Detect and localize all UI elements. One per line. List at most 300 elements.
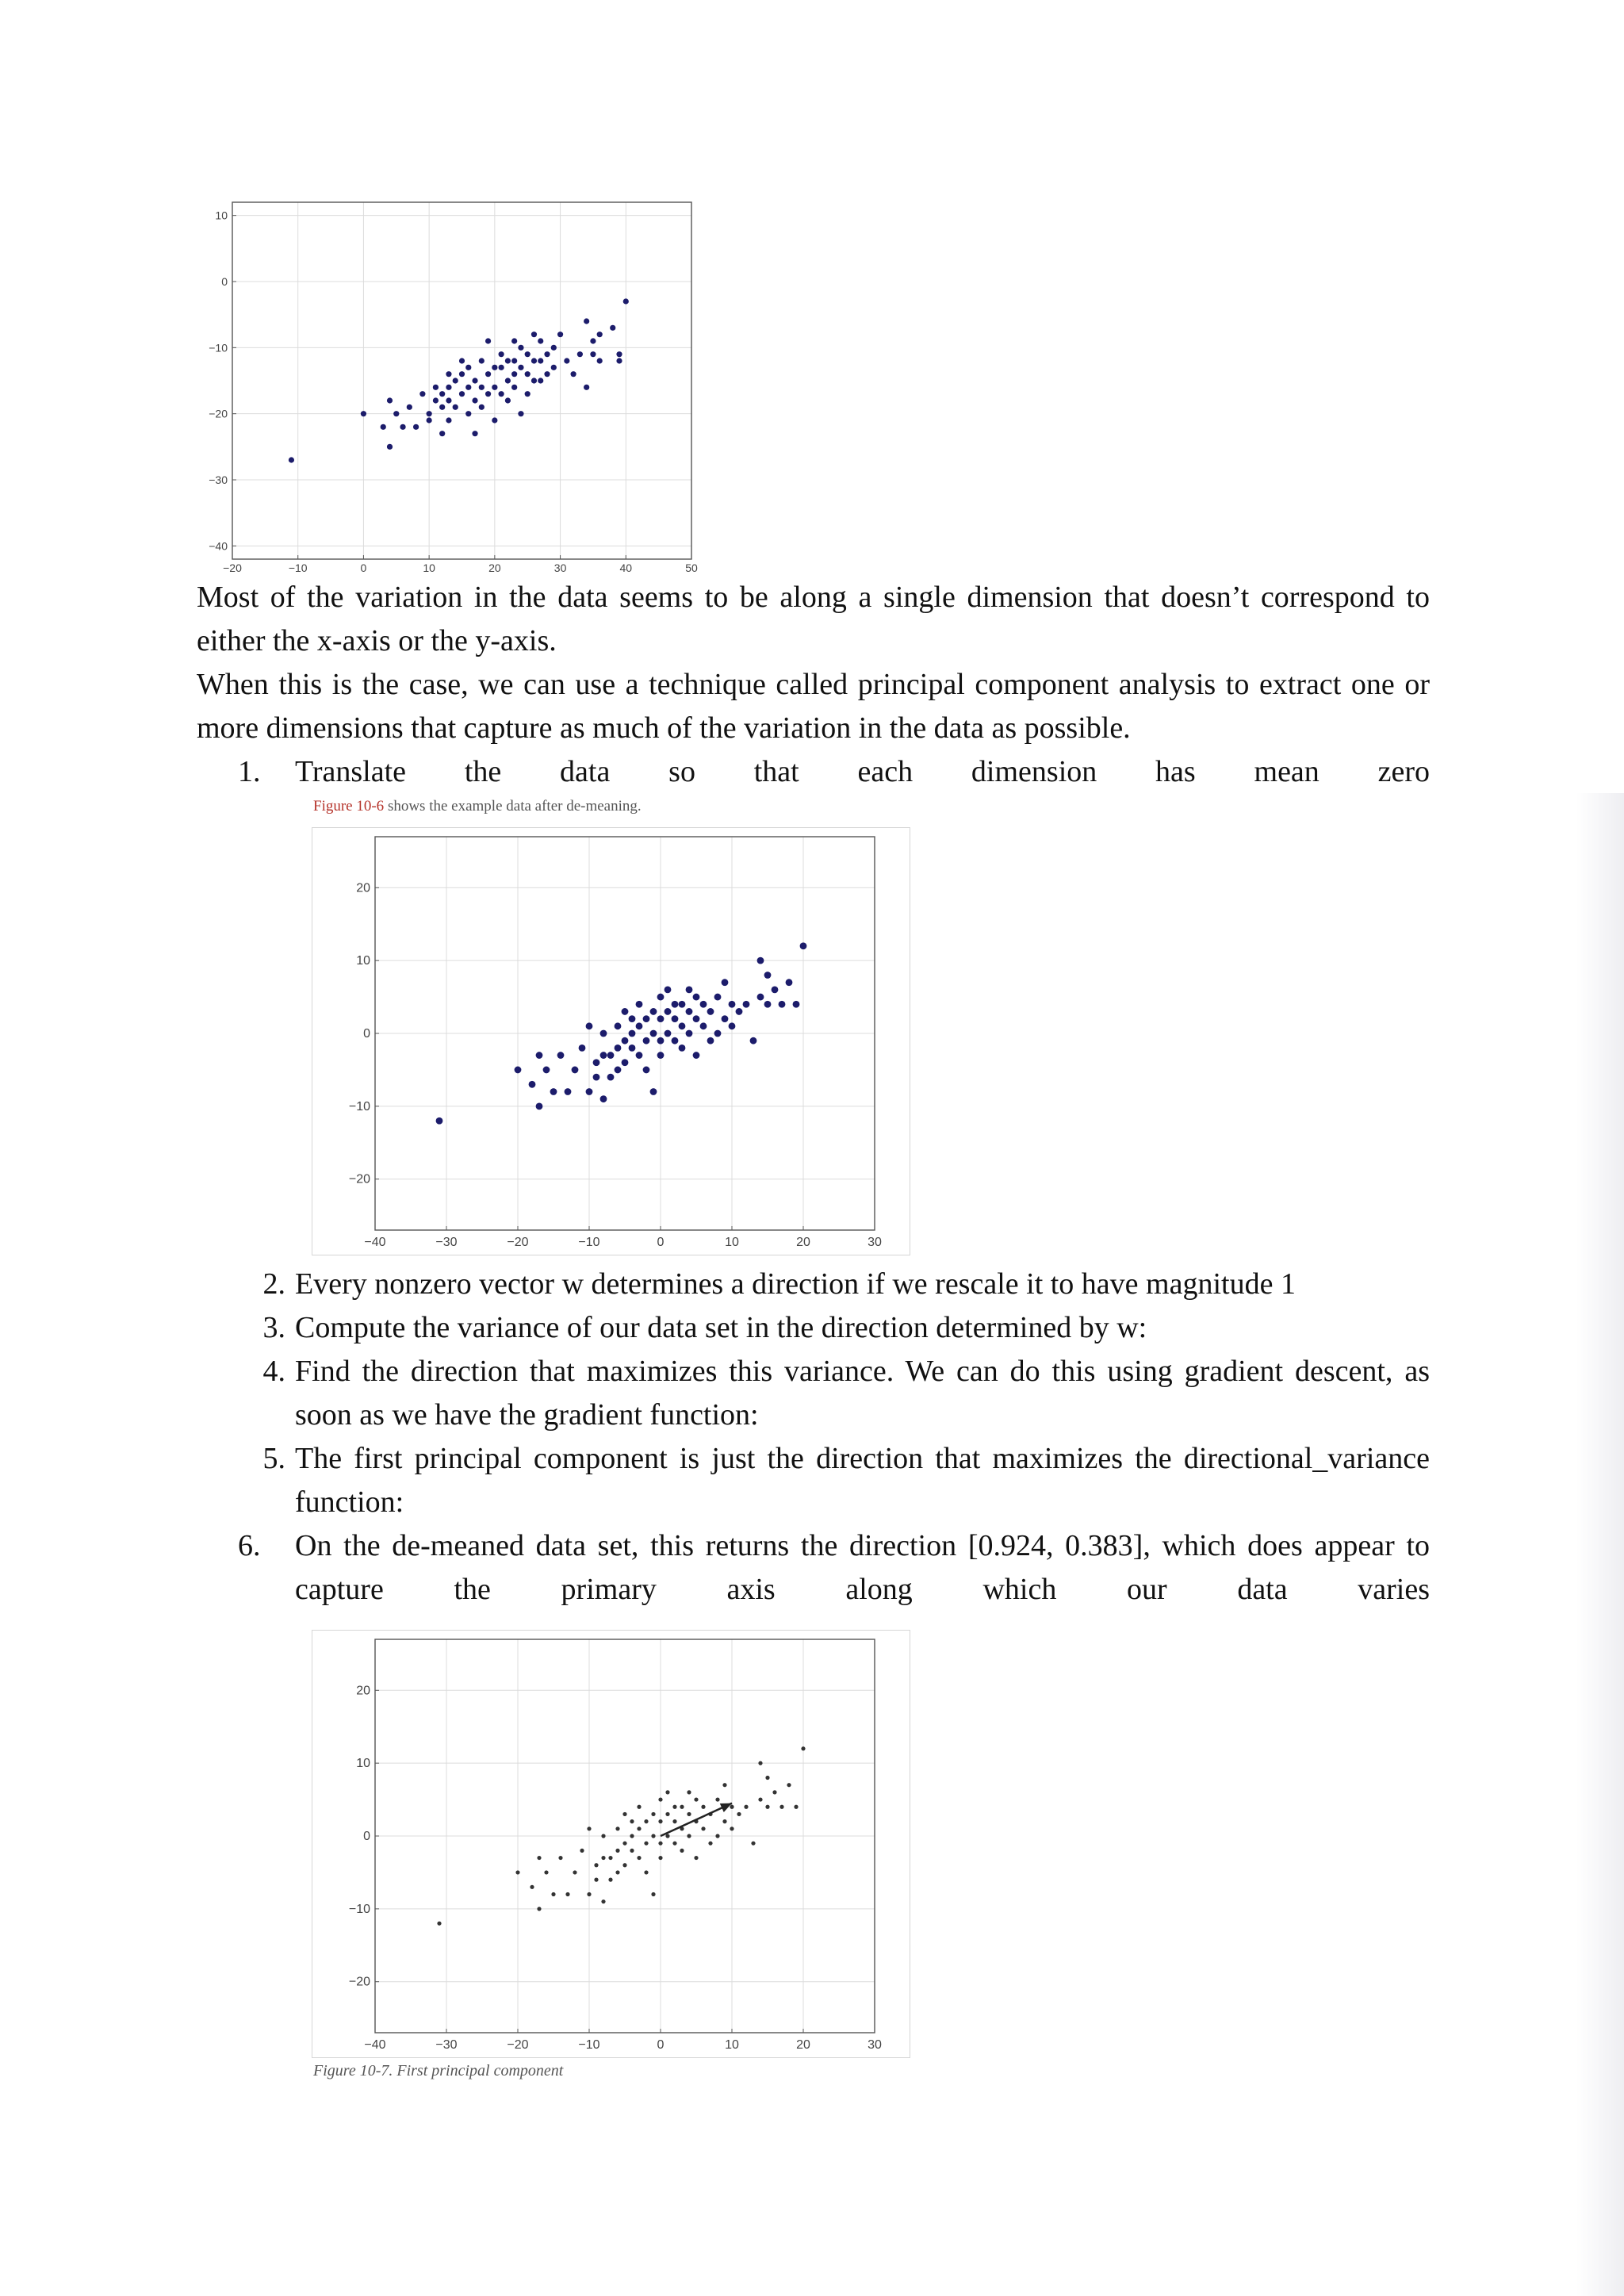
data-point [400, 424, 405, 430]
y-tick-label: 20 [356, 1684, 370, 1698]
data-point [623, 298, 629, 304]
list-text: Compute the variance of our data set in the direction determined by w: [295, 1311, 1147, 1344]
data-point [729, 1022, 736, 1029]
data-point [750, 1037, 757, 1045]
data-point [701, 1826, 705, 1830]
data-point [636, 1022, 643, 1029]
figure-3-caption: Figure 10-7. First principal component [313, 2062, 564, 2079]
x-tick-label: −10 [578, 2038, 600, 2052]
data-point [722, 1015, 729, 1022]
figure-caption-text: shows the example data after de-meaning. [384, 798, 642, 815]
data-point [594, 1878, 598, 1882]
scatter-chart-demeaned [312, 827, 910, 1255]
data-point [580, 1849, 584, 1853]
data-point [643, 1037, 650, 1045]
data-point [672, 1842, 676, 1846]
data-point [453, 404, 458, 410]
x-tick-label: −10 [578, 1236, 600, 1249]
data-point [499, 365, 504, 370]
data-point [700, 1022, 707, 1029]
data-point [650, 1030, 657, 1037]
data-point [538, 338, 543, 343]
data-point [479, 404, 485, 410]
data-point [686, 1008, 693, 1015]
data-point [587, 1826, 591, 1830]
data-point [629, 1015, 636, 1022]
data-point [564, 358, 569, 363]
data-point [437, 1922, 441, 1926]
data-point [665, 1812, 669, 1816]
data-point [693, 1015, 700, 1022]
data-point [615, 1067, 622, 1074]
paragraph-variation: Most of the variation in the data seems to be along a single dimension that doesn’t correspond to either the x-axis or the y-axis. [197, 581, 1430, 657]
data-point [658, 1797, 662, 1801]
data-point [565, 1088, 572, 1095]
data-point [459, 358, 465, 363]
data-point [658, 1842, 662, 1846]
data-point [485, 371, 491, 377]
data-point [544, 351, 550, 357]
data-point [644, 1842, 648, 1846]
data-point [700, 1001, 707, 1008]
data-point [650, 1088, 657, 1095]
data-point [672, 1015, 679, 1022]
x-tick-label: 10 [725, 2038, 739, 2052]
data-point [525, 351, 530, 357]
data-point [381, 424, 386, 430]
data-point [715, 1834, 719, 1838]
y-tick-label: 0 [363, 1830, 370, 1843]
data-point [764, 972, 772, 979]
data-point [765, 1776, 769, 1780]
y-tick-label: −30 [209, 473, 228, 486]
list-item [238, 1350, 1430, 1437]
list-text: Translate the data so that each dimension has mean zero [295, 755, 1430, 788]
data-point [672, 1037, 679, 1045]
data-point [590, 351, 596, 357]
data-point [722, 979, 729, 986]
data-point [629, 1030, 636, 1037]
data-point [744, 1805, 748, 1809]
data-point [361, 411, 366, 416]
data-point [686, 1030, 693, 1037]
x-tick-label: 10 [423, 562, 435, 574]
x-tick-label: 30 [553, 562, 567, 574]
data-point [465, 365, 471, 370]
data-point [630, 1819, 634, 1823]
list-number: 1. [238, 755, 261, 788]
paragraph-pca-intro: When this is the case, we can use a technique called principal component analysis to extract one or more dimensions that capture as much of the variation in the data as possible. [197, 668, 1430, 745]
data-point [757, 957, 764, 964]
data-point [551, 345, 557, 351]
figure-ref: Figure 10-6 [313, 798, 385, 815]
data-point [387, 397, 393, 403]
data-point [615, 1022, 622, 1029]
data-point [615, 1826, 619, 1830]
data-point [736, 1008, 743, 1015]
figure-2-caption [313, 798, 642, 815]
data-point [730, 1826, 733, 1830]
data-point [643, 1015, 650, 1022]
data-point [538, 358, 543, 363]
data-point [485, 391, 491, 397]
data-point [622, 1059, 629, 1066]
data-point [665, 1008, 672, 1015]
list-item [238, 1263, 1430, 1306]
data-point [772, 986, 779, 993]
data-point [531, 358, 537, 363]
y-tick-label: −40 [209, 539, 228, 553]
plot-area [232, 202, 691, 559]
data-point [584, 318, 589, 324]
data-point [607, 1052, 615, 1059]
data-point [693, 1052, 700, 1059]
data-point [616, 351, 622, 357]
data-point [571, 371, 576, 377]
data-point [551, 1892, 555, 1896]
data-point [687, 1834, 691, 1838]
data-point [505, 378, 511, 383]
y-tick-label: −20 [348, 1172, 370, 1186]
data-point [610, 325, 615, 331]
data-point [597, 332, 603, 337]
data-point [538, 378, 543, 383]
data-point [608, 1856, 612, 1860]
x-tick-label: −20 [507, 2038, 529, 2052]
x-tick-label: 30 [868, 1236, 882, 1249]
y-tick-label: −20 [209, 407, 228, 420]
y-tick-label: 10 [215, 209, 228, 222]
data-point [793, 1001, 800, 1008]
data-point [651, 1892, 655, 1896]
data-point [651, 1834, 655, 1838]
data-point [779, 1805, 783, 1809]
steps-list-1 [238, 750, 1430, 794]
data-point [729, 1001, 736, 1008]
data-point [714, 994, 722, 1001]
x-tick-label: 20 [796, 2038, 810, 2052]
data-point [472, 378, 477, 383]
y-tick-label: 0 [221, 275, 228, 288]
data-point [644, 1819, 648, 1823]
data-point [694, 1856, 698, 1860]
data-point [485, 338, 491, 343]
data-point [565, 1892, 569, 1896]
data-point [800, 942, 807, 949]
data-point [707, 1008, 714, 1015]
data-point [525, 391, 530, 397]
data-point [714, 1030, 722, 1037]
data-point [607, 1074, 615, 1081]
data-point [518, 411, 523, 416]
x-tick-label: −20 [507, 1236, 529, 1249]
data-point [544, 1870, 548, 1874]
data-point [687, 1812, 691, 1816]
data-point [694, 1797, 698, 1801]
data-point [665, 1030, 672, 1037]
x-tick-label: 10 [725, 1236, 739, 1249]
data-point [558, 1856, 562, 1860]
x-tick-label: 0 [657, 2038, 665, 2052]
data-point [764, 1001, 772, 1008]
data-point [518, 365, 523, 370]
list-number: 3. [262, 1311, 285, 1344]
data-point [593, 1059, 600, 1066]
data-point [427, 411, 432, 416]
x-tick-label: −30 [435, 1236, 458, 1249]
data-point [765, 1805, 769, 1809]
x-tick-label: 20 [796, 1236, 810, 1249]
data-point [530, 1885, 534, 1889]
data-point [594, 1863, 598, 1867]
data-point [531, 332, 537, 337]
data-point [672, 1805, 676, 1809]
data-point [465, 411, 471, 416]
data-point [657, 1015, 665, 1022]
data-point [459, 371, 465, 377]
data-point [536, 1052, 543, 1059]
data-point [801, 1746, 805, 1750]
data-point [622, 1037, 629, 1045]
data-point [657, 1052, 665, 1059]
data-point [665, 1790, 669, 1794]
data-point [465, 385, 471, 390]
data-point [439, 431, 445, 436]
data-point [453, 378, 458, 383]
data-point [499, 351, 504, 357]
data-point [758, 1797, 762, 1801]
data-point [693, 994, 700, 1001]
y-tick-label: −20 [348, 1975, 370, 1989]
data-point [515, 1067, 522, 1074]
data-point [794, 1805, 798, 1809]
data-point [630, 1834, 634, 1838]
list-item [238, 1437, 1430, 1524]
data-point [492, 365, 497, 370]
data-point [651, 1812, 655, 1816]
data-point [615, 1870, 619, 1874]
data-point [577, 351, 583, 357]
data-point [622, 1008, 629, 1015]
x-tick-label: −40 [364, 1236, 386, 1249]
y-tick-label: 10 [356, 954, 370, 968]
data-point [387, 444, 393, 450]
data-point [446, 417, 451, 423]
data-point [680, 1805, 684, 1809]
data-point [658, 1856, 662, 1860]
data-point [672, 1001, 679, 1008]
data-point [518, 345, 523, 351]
y-tick-label: 10 [356, 1757, 370, 1771]
data-point [505, 358, 511, 363]
data-point [637, 1856, 641, 1860]
data-point [722, 1783, 726, 1787]
data-point [446, 385, 451, 390]
data-point [650, 1008, 657, 1015]
list-number: 2. [262, 1267, 285, 1301]
data-point [616, 358, 622, 363]
data-point [751, 1842, 755, 1846]
data-point [707, 1037, 714, 1045]
data-point [622, 1812, 626, 1816]
data-point [601, 1856, 605, 1860]
data-point [586, 1022, 593, 1029]
data-point [551, 365, 557, 370]
data-point [593, 1074, 600, 1081]
data-point [600, 1052, 607, 1059]
data-point [743, 1001, 750, 1008]
data-point [601, 1899, 605, 1903]
x-tick-label: 0 [360, 562, 367, 574]
data-point [758, 1761, 762, 1765]
data-point [419, 391, 425, 397]
data-point [472, 431, 477, 436]
y-tick-label: −10 [348, 1099, 370, 1114]
data-point [622, 1842, 626, 1846]
data-point [637, 1826, 641, 1830]
data-point [525, 371, 530, 377]
data-point [615, 1045, 622, 1052]
data-point [479, 385, 485, 390]
page-edge-shadow [1576, 793, 1624, 2296]
list-number: 6. [238, 1529, 261, 1562]
data-point [657, 1037, 665, 1045]
list-item [238, 1524, 1430, 1612]
data-point [572, 1067, 579, 1074]
data-point [680, 1849, 684, 1853]
data-point [537, 1907, 541, 1911]
data-point [679, 1001, 686, 1008]
data-point [557, 1052, 565, 1059]
x-tick-label: −30 [435, 2038, 458, 2052]
data-point [636, 1052, 643, 1059]
data-point [537, 1856, 541, 1860]
data-point [679, 1022, 686, 1029]
data-point [543, 1067, 550, 1074]
data-point [730, 1805, 733, 1809]
data-point [511, 385, 517, 390]
data-point [601, 1834, 605, 1838]
data-point [636, 1001, 643, 1008]
data-point [737, 1812, 741, 1816]
data-point [479, 358, 485, 363]
scatter-chart-original [202, 200, 698, 577]
y-tick-label: 0 [363, 1027, 370, 1041]
data-point [459, 391, 465, 397]
list-text: Every nonzero vector w determines a direction if we rescale it to have magnitude 1 [295, 1267, 1296, 1301]
data-point [665, 1834, 669, 1838]
data-point [515, 1870, 519, 1874]
list-text: Find the direction that maximizes this variance. We can do this using gradient descent, as soon as we have the gradient function: [295, 1355, 1430, 1432]
data-point [600, 1030, 607, 1037]
data-point [436, 1117, 443, 1125]
data-point [687, 1790, 691, 1794]
data-point [590, 338, 596, 343]
data-point [579, 1045, 586, 1052]
data-point [779, 1001, 786, 1008]
data-point [679, 1045, 686, 1052]
data-point [787, 1783, 791, 1787]
x-tick-label: −20 [223, 562, 242, 574]
data-point [630, 1849, 634, 1853]
data-point [772, 1790, 776, 1794]
data-point [622, 1863, 626, 1867]
data-point [686, 986, 693, 993]
data-point [644, 1870, 648, 1874]
x-tick-label: 20 [488, 562, 501, 574]
data-point [511, 338, 517, 343]
x-tick-label: 50 [685, 562, 698, 574]
data-point [550, 1088, 557, 1095]
steps-list-2 [238, 1263, 1430, 1612]
x-tick-label: −40 [364, 2038, 386, 2052]
data-point [701, 1805, 705, 1809]
data-point [511, 358, 517, 363]
y-tick-label: −10 [209, 341, 228, 355]
data-point [608, 1878, 612, 1882]
data-point [615, 1849, 619, 1853]
data-point [433, 385, 439, 390]
data-point [536, 1102, 543, 1110]
list-number: 4. [262, 1355, 285, 1388]
data-point [472, 397, 477, 403]
figure-original-data [202, 200, 698, 577]
data-point [597, 358, 603, 363]
data-point [722, 1819, 726, 1823]
data-point [446, 371, 451, 377]
data-point [413, 424, 419, 430]
data-point [544, 371, 550, 377]
x-tick-label: 0 [657, 1236, 665, 1249]
data-point [584, 385, 589, 390]
data-point [658, 1819, 662, 1823]
data-point [531, 378, 537, 383]
data-point [393, 411, 399, 416]
data-point [757, 994, 764, 1001]
data-point [529, 1081, 536, 1088]
data-point [492, 417, 497, 423]
data-point [407, 404, 412, 410]
data-point [505, 397, 511, 403]
data-point [637, 1805, 641, 1809]
list-text: The first principal component is just the direction that maximizes the directional_variance function: [295, 1442, 1430, 1519]
y-tick-label: −10 [348, 1902, 370, 1916]
y-tick-label: 20 [356, 881, 370, 895]
data-point [439, 391, 445, 397]
data-point [427, 417, 432, 423]
data-point [665, 986, 672, 993]
data-point [499, 391, 504, 397]
data-point [657, 994, 665, 1001]
x-tick-label: 40 [619, 562, 633, 574]
figure-demeaned-data [312, 827, 910, 1255]
data-point [708, 1842, 712, 1846]
data-point [600, 1095, 607, 1102]
list-item [238, 1306, 1430, 1350]
data-point [446, 397, 451, 403]
list-number: 5. [262, 1442, 285, 1475]
scatter-chart-principal-component [312, 1630, 910, 2058]
list-text: On the de-meaned data set, this returns the direction [0.924, 0.383], which does appear to capture the primary axis along which our data varies [295, 1529, 1430, 1606]
data-point [586, 1088, 593, 1095]
x-tick-label: −10 [288, 562, 308, 574]
data-point [573, 1870, 576, 1874]
list-item [238, 750, 1430, 794]
data-point [629, 1045, 636, 1052]
data-point [433, 397, 439, 403]
data-point [492, 385, 497, 390]
x-tick-label: 30 [868, 2038, 882, 2052]
